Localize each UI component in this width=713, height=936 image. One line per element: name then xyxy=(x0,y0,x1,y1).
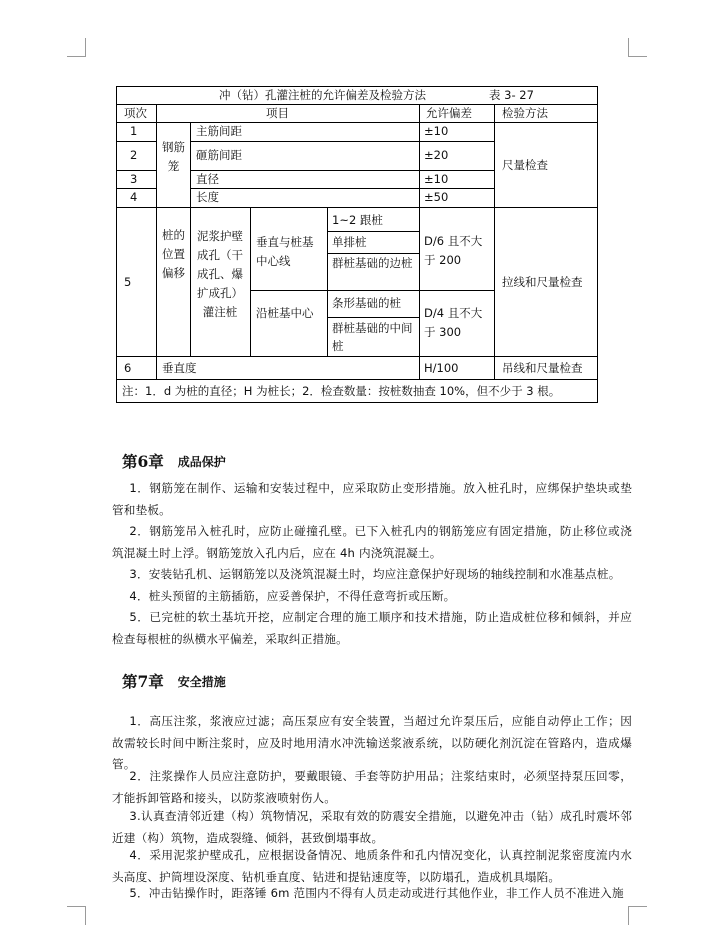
ch7-paragraph-1: 1．高压注浆，浆液应过滤；高压泵应有安全装置，当超过允许泵压后，应能自动停止工作；因故需较长时间中断注浆时，应及时地用清水冲洗输送浆液系统，以防硬化剂沉淀在管路内，造成爆管。 xyxy=(112,714,632,771)
row-2-name: 砸筋间距 xyxy=(196,148,242,162)
row-6-method: 吊线和尺量检查 xyxy=(502,361,583,375)
ch7-paragraph-3: 3.认真查清邻近建（构）筑物情况，采取有效的防震安全措施，以避免冲击（钻）成孔时震坏邻近建（构）筑物，造成裂缝、倾斜，甚致倒塌事故。 xyxy=(112,809,632,845)
group-a-item-3: 群桩基础的边桩 xyxy=(332,256,413,270)
crop-mark-bottom-right xyxy=(628,906,647,925)
crop-mark-bottom-left xyxy=(67,906,86,925)
ch6-paragraph-2: 2．钢筋笼吊入桩孔时，应防止碰撞孔壁。已下入桩孔内的钢筋笼应有固定措施，防止移位或浇筑混凝土时上浮。钢筋笼放入孔内后，应在 4h 内浇筑混凝土。 xyxy=(112,524,632,560)
table-caption: 冲（钻）孔灌注桩的允许偏差及检验方法 xyxy=(219,88,426,102)
row-5-no: 5 xyxy=(124,275,132,289)
chapter-6-number: 第6章 xyxy=(122,452,164,471)
crop-mark-top-right xyxy=(628,38,647,57)
row-1-no: 1 xyxy=(130,124,138,138)
row-4-no: 4 xyxy=(130,190,138,204)
pile-type: 泥浆护壁成孔（干成孔、爆扩成孔）灌注桩 xyxy=(197,229,243,319)
group-a-label: 垂直与桩基中心线 xyxy=(256,235,314,268)
crop-mark-top-left xyxy=(67,38,86,57)
row-3-tolerance: ±10 xyxy=(424,172,449,186)
header-tolerance: 允许偏差 xyxy=(426,106,472,120)
chapter-7-heading xyxy=(122,670,226,692)
chapter-6-heading xyxy=(122,450,226,472)
row-6-no: 6 xyxy=(124,361,132,375)
table-caption-row xyxy=(116,86,598,104)
ch6-paragraph-1: 1．钢筋笼在制作、运输和安装过程中，应采取防止变形措施。放入桩孔时，应绑保护垫块或垫管和垫板。 xyxy=(112,481,632,517)
row-3-name: 直径 xyxy=(196,172,219,186)
chapter-7-title: 安全措施 xyxy=(177,675,226,689)
row-5-label: 桩的位置偏移 xyxy=(162,228,185,280)
row-6-name: 垂直度 xyxy=(162,361,197,375)
ch6-paragraph-5: 5．已完桩的软土基坑开挖，应制定合理的施工顺序和技术措施，防止造成桩位移和倾斜，并应检查每根桩的纵横水平偏差，采取纠正措施。 xyxy=(112,610,632,646)
group-a-item-2: 单排桩 xyxy=(332,235,367,249)
ch6-paragraph-3: 3．安装钻孔机、运钢筋笼以及浇筑混凝土时，均应注意保护好现场的轴线控制和水准基点桩。 xyxy=(129,567,621,581)
row-1-name: 主筋间距 xyxy=(196,124,242,138)
header-item-no: 项次 xyxy=(124,106,147,120)
row-4-tolerance: ±50 xyxy=(424,190,449,204)
row-5-method: 拉线和尺量检查 xyxy=(502,275,583,289)
chapter-7-number: 第7章 xyxy=(122,672,164,691)
ch6-paragraph-4: 4．桩头预留的主筋插筋，应妥善保护，不得任意弯折或压断。 xyxy=(129,589,456,603)
header-method: 检验方法 xyxy=(502,106,548,120)
tolerance-table xyxy=(116,86,598,403)
row-4-name: 长度 xyxy=(196,190,219,204)
header-item: 项目 xyxy=(266,106,289,120)
row-6-tolerance: H/100 xyxy=(424,361,459,375)
group-b-item-2: 群桩基础的中间桩 xyxy=(332,321,413,353)
ch7-paragraph-2: 2．注浆操作人员应注意防护，要戴眼镜、手套等防护用品；注浆结束时，必须坚持泵压回零，才能拆卸管路和接头，以防浆液喷射伤人。 xyxy=(112,769,632,805)
group-a-tolerance: D/6 且不大于 200 xyxy=(424,234,483,267)
cage-method: 尺量检查 xyxy=(502,158,548,172)
table-number: 表 3- 27 xyxy=(489,88,534,102)
row-2-tolerance: ±20 xyxy=(424,148,449,162)
group-b-label: 沿桩基中心 xyxy=(256,306,314,320)
group-b-item-1: 条形基础的桩 xyxy=(332,296,401,310)
row-2-no: 2 xyxy=(130,148,138,162)
table-note: 注：1．d 为桩的直径；H 为桩长；2．检查数量：按桩数抽查 10%，但不少于 3 根。 xyxy=(122,384,561,398)
chapter-6-title: 成品保护 xyxy=(177,455,226,469)
group-a-item-1: 1~2 跟桩 xyxy=(332,213,383,227)
group-b-tolerance: D/4 且不大于 300 xyxy=(424,306,483,339)
cage-label: 钢筋笼 xyxy=(162,140,185,173)
ch7-paragraph-5: 5．冲击钻操作时，距落锤 6m 范围内不得有人员走动或进行其他作业，非工作人员不准进入施 xyxy=(129,886,624,900)
row-1-tolerance: ±10 xyxy=(424,124,449,138)
ch7-paragraph-4: 4．采用泥浆护壁成孔，应根据设备情况、地质条件和孔内情况变化，认真控制泥浆密度流内水头高度、护筒埋设深度、钻机垂直度、钻进和提钻速度等，以防塌孔，造成机具塌陷。 xyxy=(112,848,632,884)
row-3-no: 3 xyxy=(130,172,138,186)
